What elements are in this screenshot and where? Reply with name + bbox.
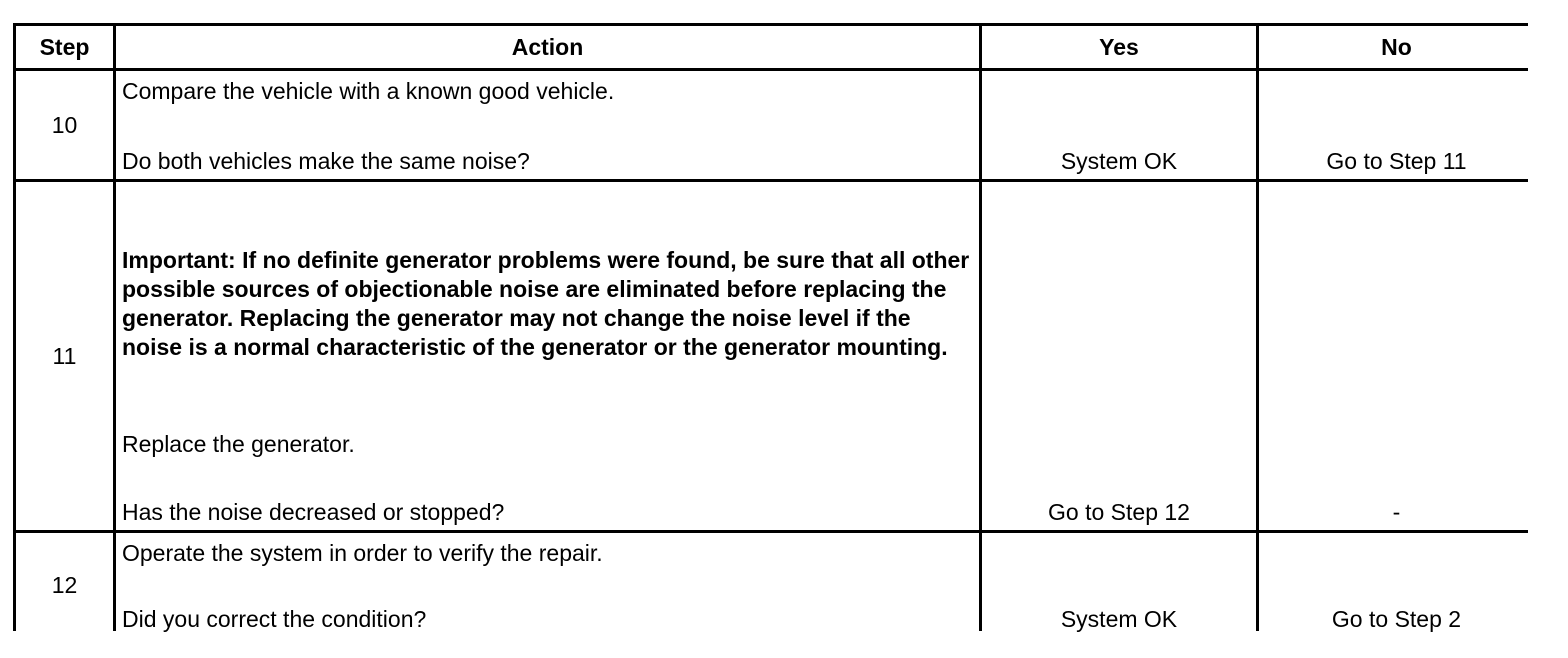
- no-cell: [1259, 182, 1534, 530]
- header-step: Step: [16, 26, 113, 68]
- step-number: 11: [16, 182, 113, 530]
- no-result: Go to Step 2: [1331, 606, 1462, 632]
- yes-result: System OK: [1060, 606, 1178, 632]
- action-question: Did you correct the condition?: [122, 606, 427, 632]
- action-instruction: Replace the generator.: [122, 431, 355, 457]
- yes-cell: [982, 71, 1256, 179]
- action-cell: [116, 533, 979, 637]
- yes-cell: [982, 182, 1256, 530]
- no-cell: [1259, 533, 1534, 637]
- no-result: -: [1392, 499, 1401, 525]
- step-number: 10: [16, 71, 113, 179]
- diagnostic-table: [13, 23, 1528, 631]
- action-instruction: Operate the system in order to verify the repair.: [122, 540, 603, 566]
- header-action: Action: [116, 26, 979, 68]
- action-question: Has the noise decreased or stopped?: [122, 499, 505, 525]
- action-question: Do both vehicles make the same noise?: [122, 148, 530, 174]
- step-number: 12: [16, 533, 113, 637]
- yes-cell: [982, 533, 1256, 637]
- header-yes: Yes: [982, 26, 1256, 68]
- action-instruction: Compare the vehicle with a known good vehicle.: [122, 78, 615, 104]
- yes-result: Go to Step 12: [1048, 499, 1190, 525]
- important-note: Important: If no definite generator problems were found, be sure that all other possible sources of objectionable noise are eliminated before replacing the generator. Replacing the generator may not change the noise level if the noise is a normal characteristic of the generator or the generator mounting.: [122, 247, 970, 360]
- no-result: Go to Step 11: [1326, 148, 1467, 174]
- no-cell: [1259, 71, 1534, 179]
- yes-result: System OK: [1060, 148, 1178, 174]
- action-cell: [116, 71, 979, 179]
- action-cell: [116, 182, 979, 530]
- header-no: No: [1259, 26, 1534, 68]
